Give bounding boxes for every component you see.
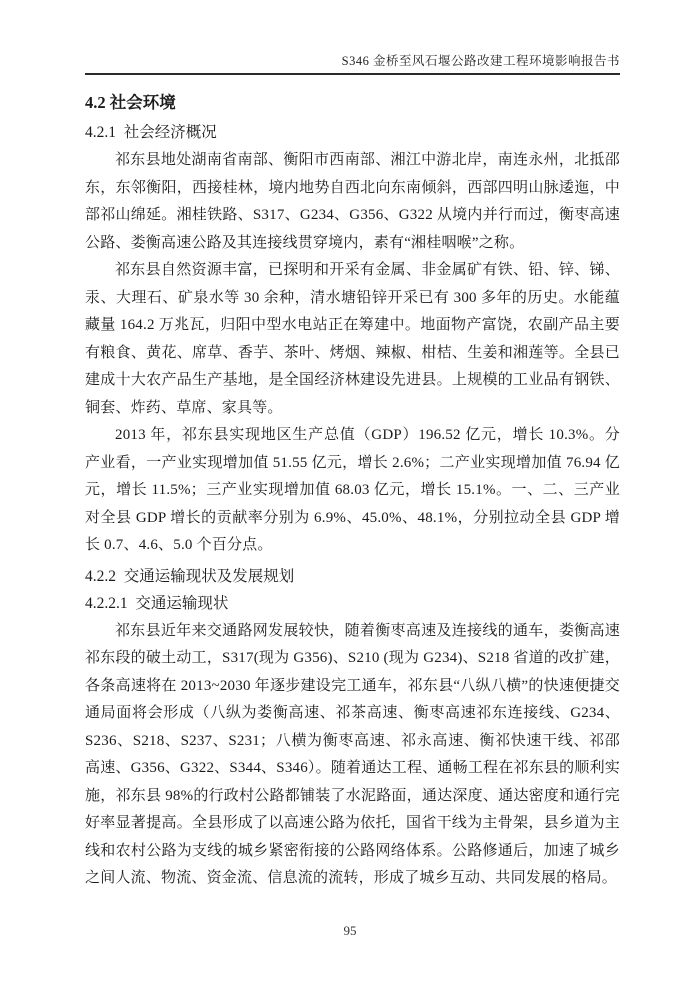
paragraph-transport-status: 祁东县近年来交通路网发展较快，随着衡枣高速及连接线的通车，娄衡高速祁东段的破土动工，S317(现为 G356)、S210 (现为 G234)、S218 省道的改扩建，各条高速将在 2013~2030 年逐步建设完工通车，祁东县“八纵八横”的快速便捷交通局面将会形成（八纵为娄衡高速、祁茶高速、衡枣高速祁东连接线、G234、S236、S218、S237、S231；八横为衡枣高速、祁永高速、衡祁快速干线、祁邵高速、G356、G322、S344、S346）。随着通达工程、通畅工程在祁东县的顺利实施，祁东县 98%的行政村公路都铺装了水泥路面，通达深度、通达密度和通行完好率显著提高。全县形成了以高速公路为依托，国省干线为主骨架，县乡道为主线和农村公路为支线的城乡紧密衔接的公路网络体系。公路修通后，加速了城乡之间人流、物流、资金流、信息流的流转，形成了城乡互动、共同发展的格局。 xyxy=(85,622,620,886)
paragraph-gdp-2013: 2013 年，祁东县实现地区生产总值（GDP）196.52 亿元，增长 10.3%。分产业看，一产业实现增加值 51.55 亿元，增长 2.6%；二产业实现增加值 76.94 亿元，增长 11.5%；三产业实现增加值 68.03 亿元，增长 15.1%。一、二、三产业对全县 GDP 增长的贡献率分别为 6.9%、45.0%、48.1%，分别拉动全县 GDP 增长 0.7、4.6、5.0 个百分点。 xyxy=(85,427,620,553)
header-divider xyxy=(85,73,620,75)
paragraph-natural-resources: 祁东县自然资源丰富，已探明和开采有金属、非金属矿有铁、铅、锌、锑、汞、大理石、矿泉水等 30 余种，清水塘铅锌开采已有 300 多年的历史。水能蕴藏量 164.2 万兆瓦，归阳中型水电站正在筹建中。地面物产富饶，农副产品主要有粮食、黄花、席草、香芋、茶叶、烤烟、辣椒、柑桔、生姜和湘莲等。全县已建成十大农产品生产基地，是全国经济林建设先进县。上规模的工业品有钢铁、铜套、炸药、草席、家具等。 xyxy=(85,262,620,416)
page-content xyxy=(85,79,620,893)
subsection-heading-4-2-2-1: 4.2.2.1 交通运输现状 xyxy=(85,594,229,612)
page-footer xyxy=(0,922,700,940)
report-title: S346 金桥至风石堰公路改建工程环境影响报告书 xyxy=(341,54,620,68)
page-number: 95 xyxy=(343,923,357,938)
subsection-heading-4-2-2: 4.2.2 交通运输现状及发展规划 xyxy=(85,567,295,585)
subsection-heading-4-2-1: 4.2.1 社会经济概况 xyxy=(85,124,217,141)
section-heading-4-2: 4.2 社会环境 xyxy=(85,93,176,112)
paragraph-county-location: 祁东县地处湖南省南部、衡阳市西南部、湘江中游北岸，南连永州，北抵邵东，东邻衡阳，西接桂林，境内地势自西北向东南倾斜，西部四明山脉逶迤，中部祁山绵延。湘桂铁路、S317、G234、G356、G322 从境内并行而过，衡枣高速公路、娄衡高速公路及其连接线贯穿境内，素有“湘桂咽喉”之称。 xyxy=(85,152,620,251)
page-header xyxy=(85,0,620,75)
